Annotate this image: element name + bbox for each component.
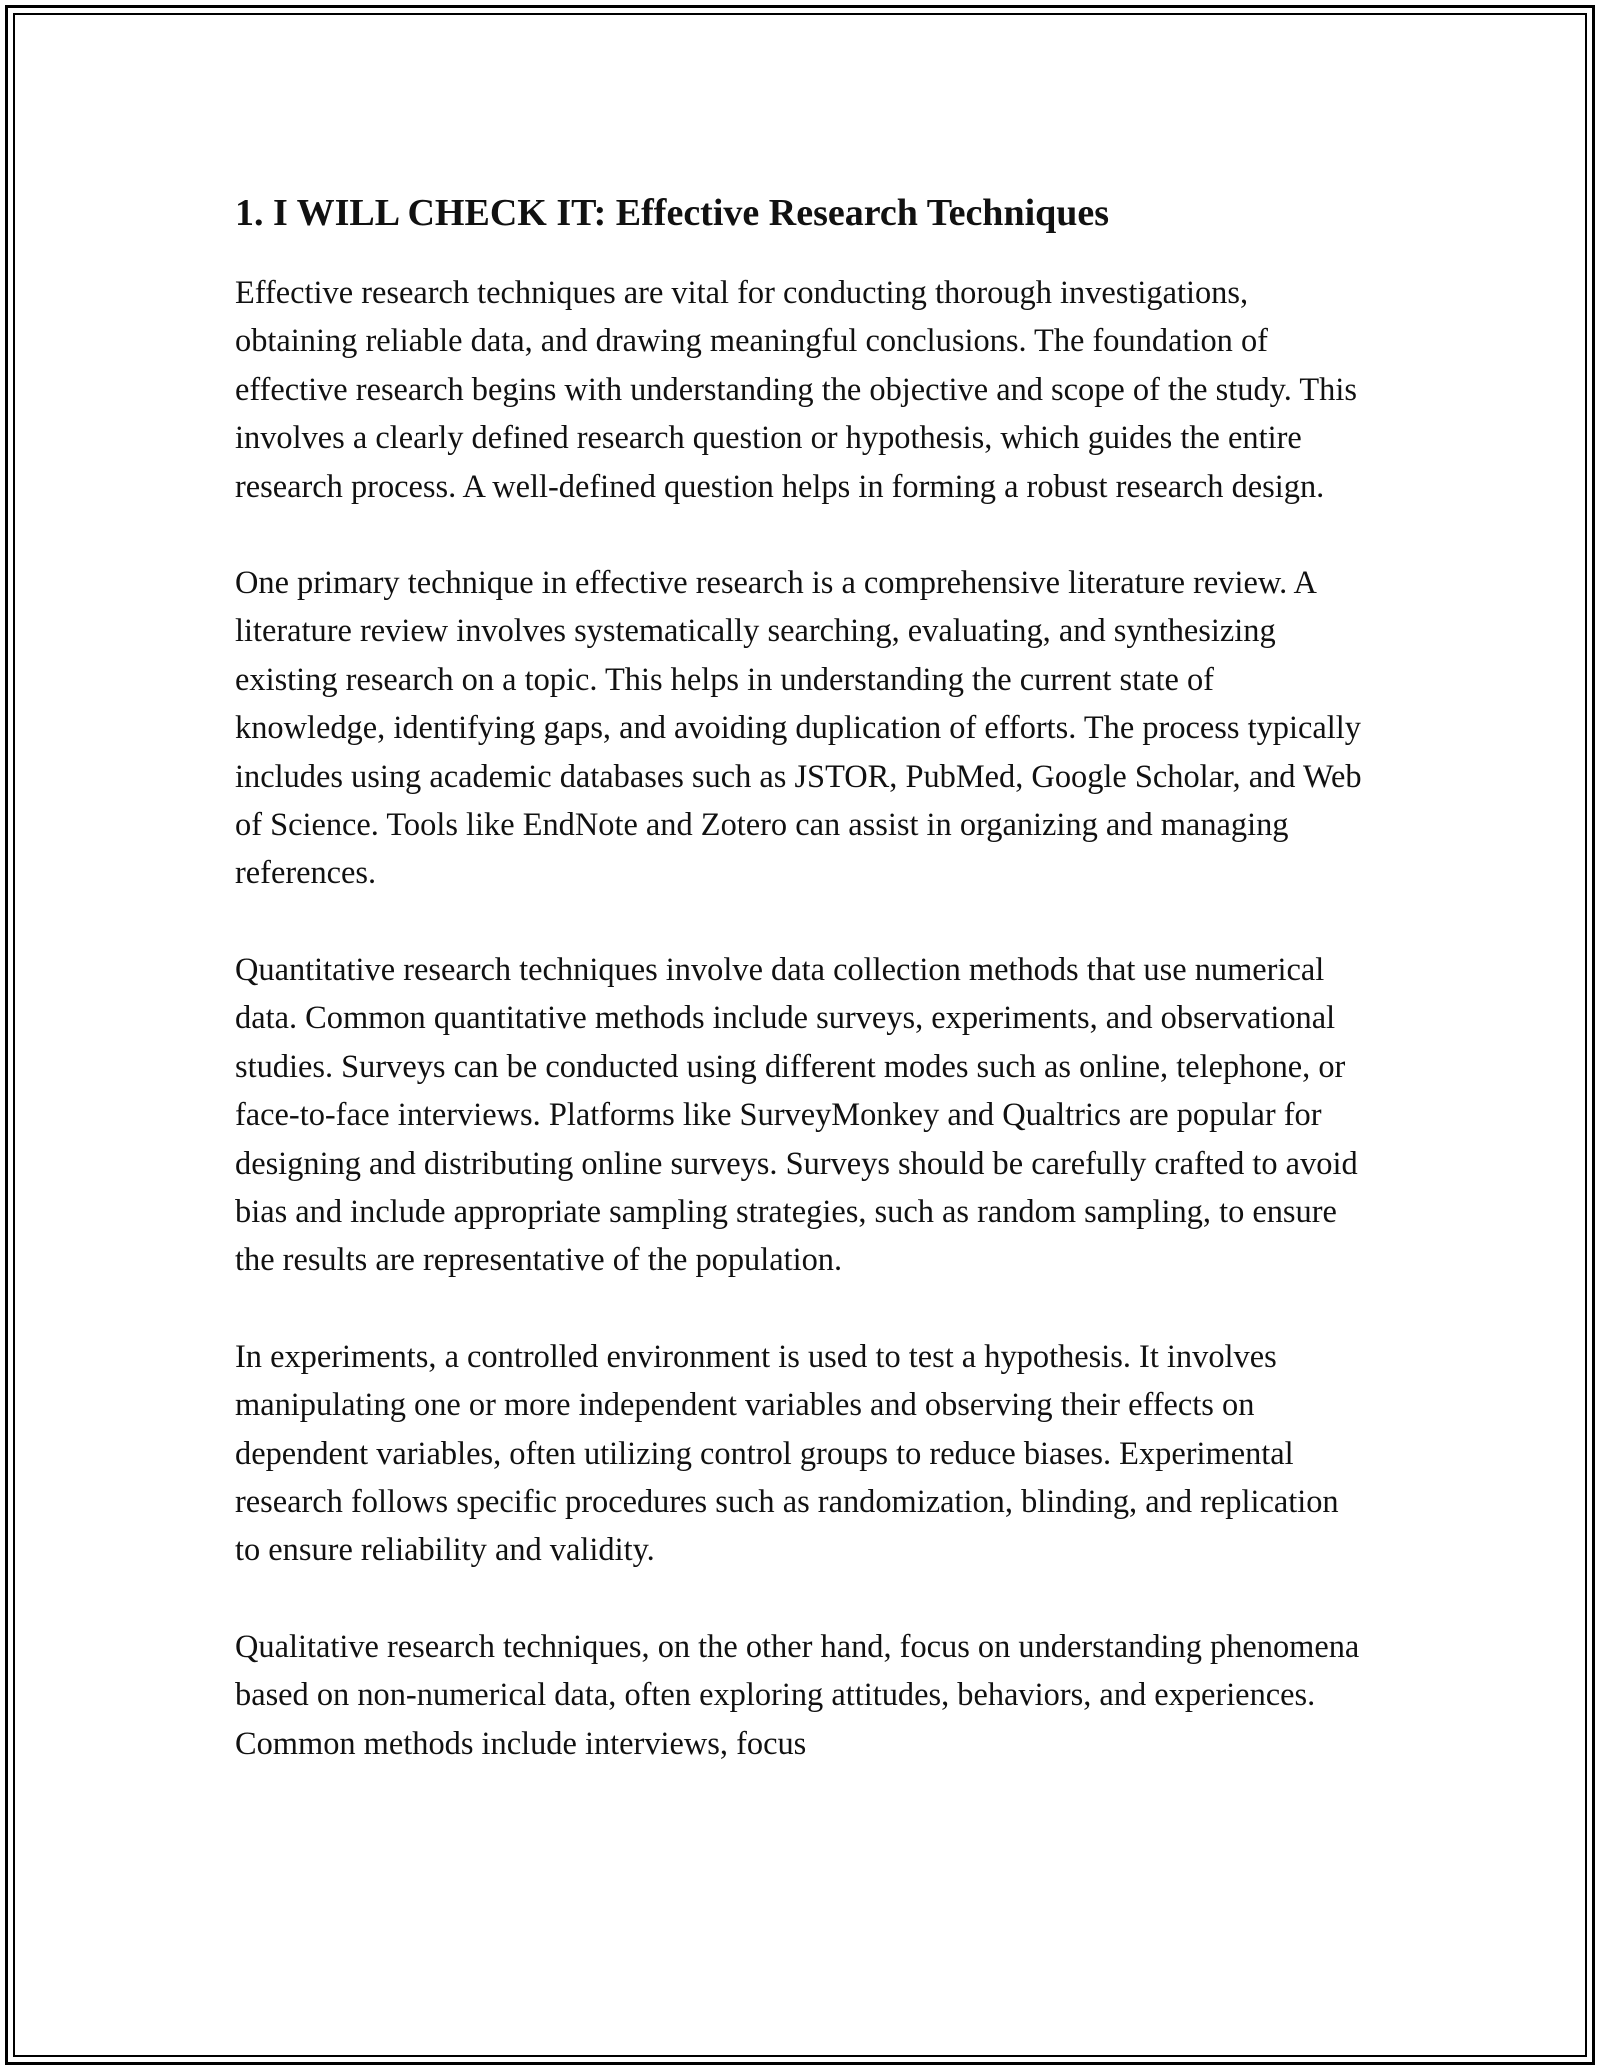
paragraph-quantitative-research: Quantitative research techniques involve data collection methods that use numerical data. Common quantitative methods include surveys, experiments, and observational studies. Surveys can be conducted using different modes such as online, telephone, or face-to-face interviews. Platforms like SurveyMonkey and Qualtrics are popular for designing and distributing online surveys. Surveys should be carefully crafted to avoid bias and include appropriate sampling strategies, such as random sampling, to ensure the results are representative of the population. <box>235 951 1358 1279</box>
paragraph-experiments: In experiments, a controlled environment is used to test a hypothesis. It involves manipulating one or more independent variables and observing their effects on dependent variables, often utilizing control groups to reduce biases. Experimental research follows specific procedures such as randomization, blinding, and replication to ensure reliability and validity. <box>235 1338 1339 1569</box>
document-body <box>235 185 1365 1768</box>
section-heading: 1. I WILL CHECK IT: Effective Research Techniques <box>235 192 1110 234</box>
paragraph-qualitative-research: Qualitative research techniques, on the other hand, focus on understanding phenomena based on non-numerical data, often exploring attitudes, behaviors, and experiences. Common methods include interviews, focus <box>235 1628 1360 1762</box>
paragraph-literature-review: One primary technique in effective research is a comprehensive literature review. A literature review involves systematically searching, evaluating, and synthesizing existing research on a topic. This helps in understanding the current state of knowledge, identifying gaps, and avoiding duplication of efforts. The process typically includes using academic databases such as JSTOR, PubMed, Google Scholar, and Web of Science. Tools like EndNote and Zotero can assist in organizing and managing references. <box>235 565 1362 892</box>
paragraph-introduction: Effective research techniques are vital for conducting thorough investigations, obtaining reliable data, and drawing meaningful conclusions. The foundation of effective research begins with understanding the objective and scope of the study. This involves a clearly defined research question or hypothesis, which guides the entire research process. A well-defined question helps in forming a robust research design. <box>235 275 1357 505</box>
